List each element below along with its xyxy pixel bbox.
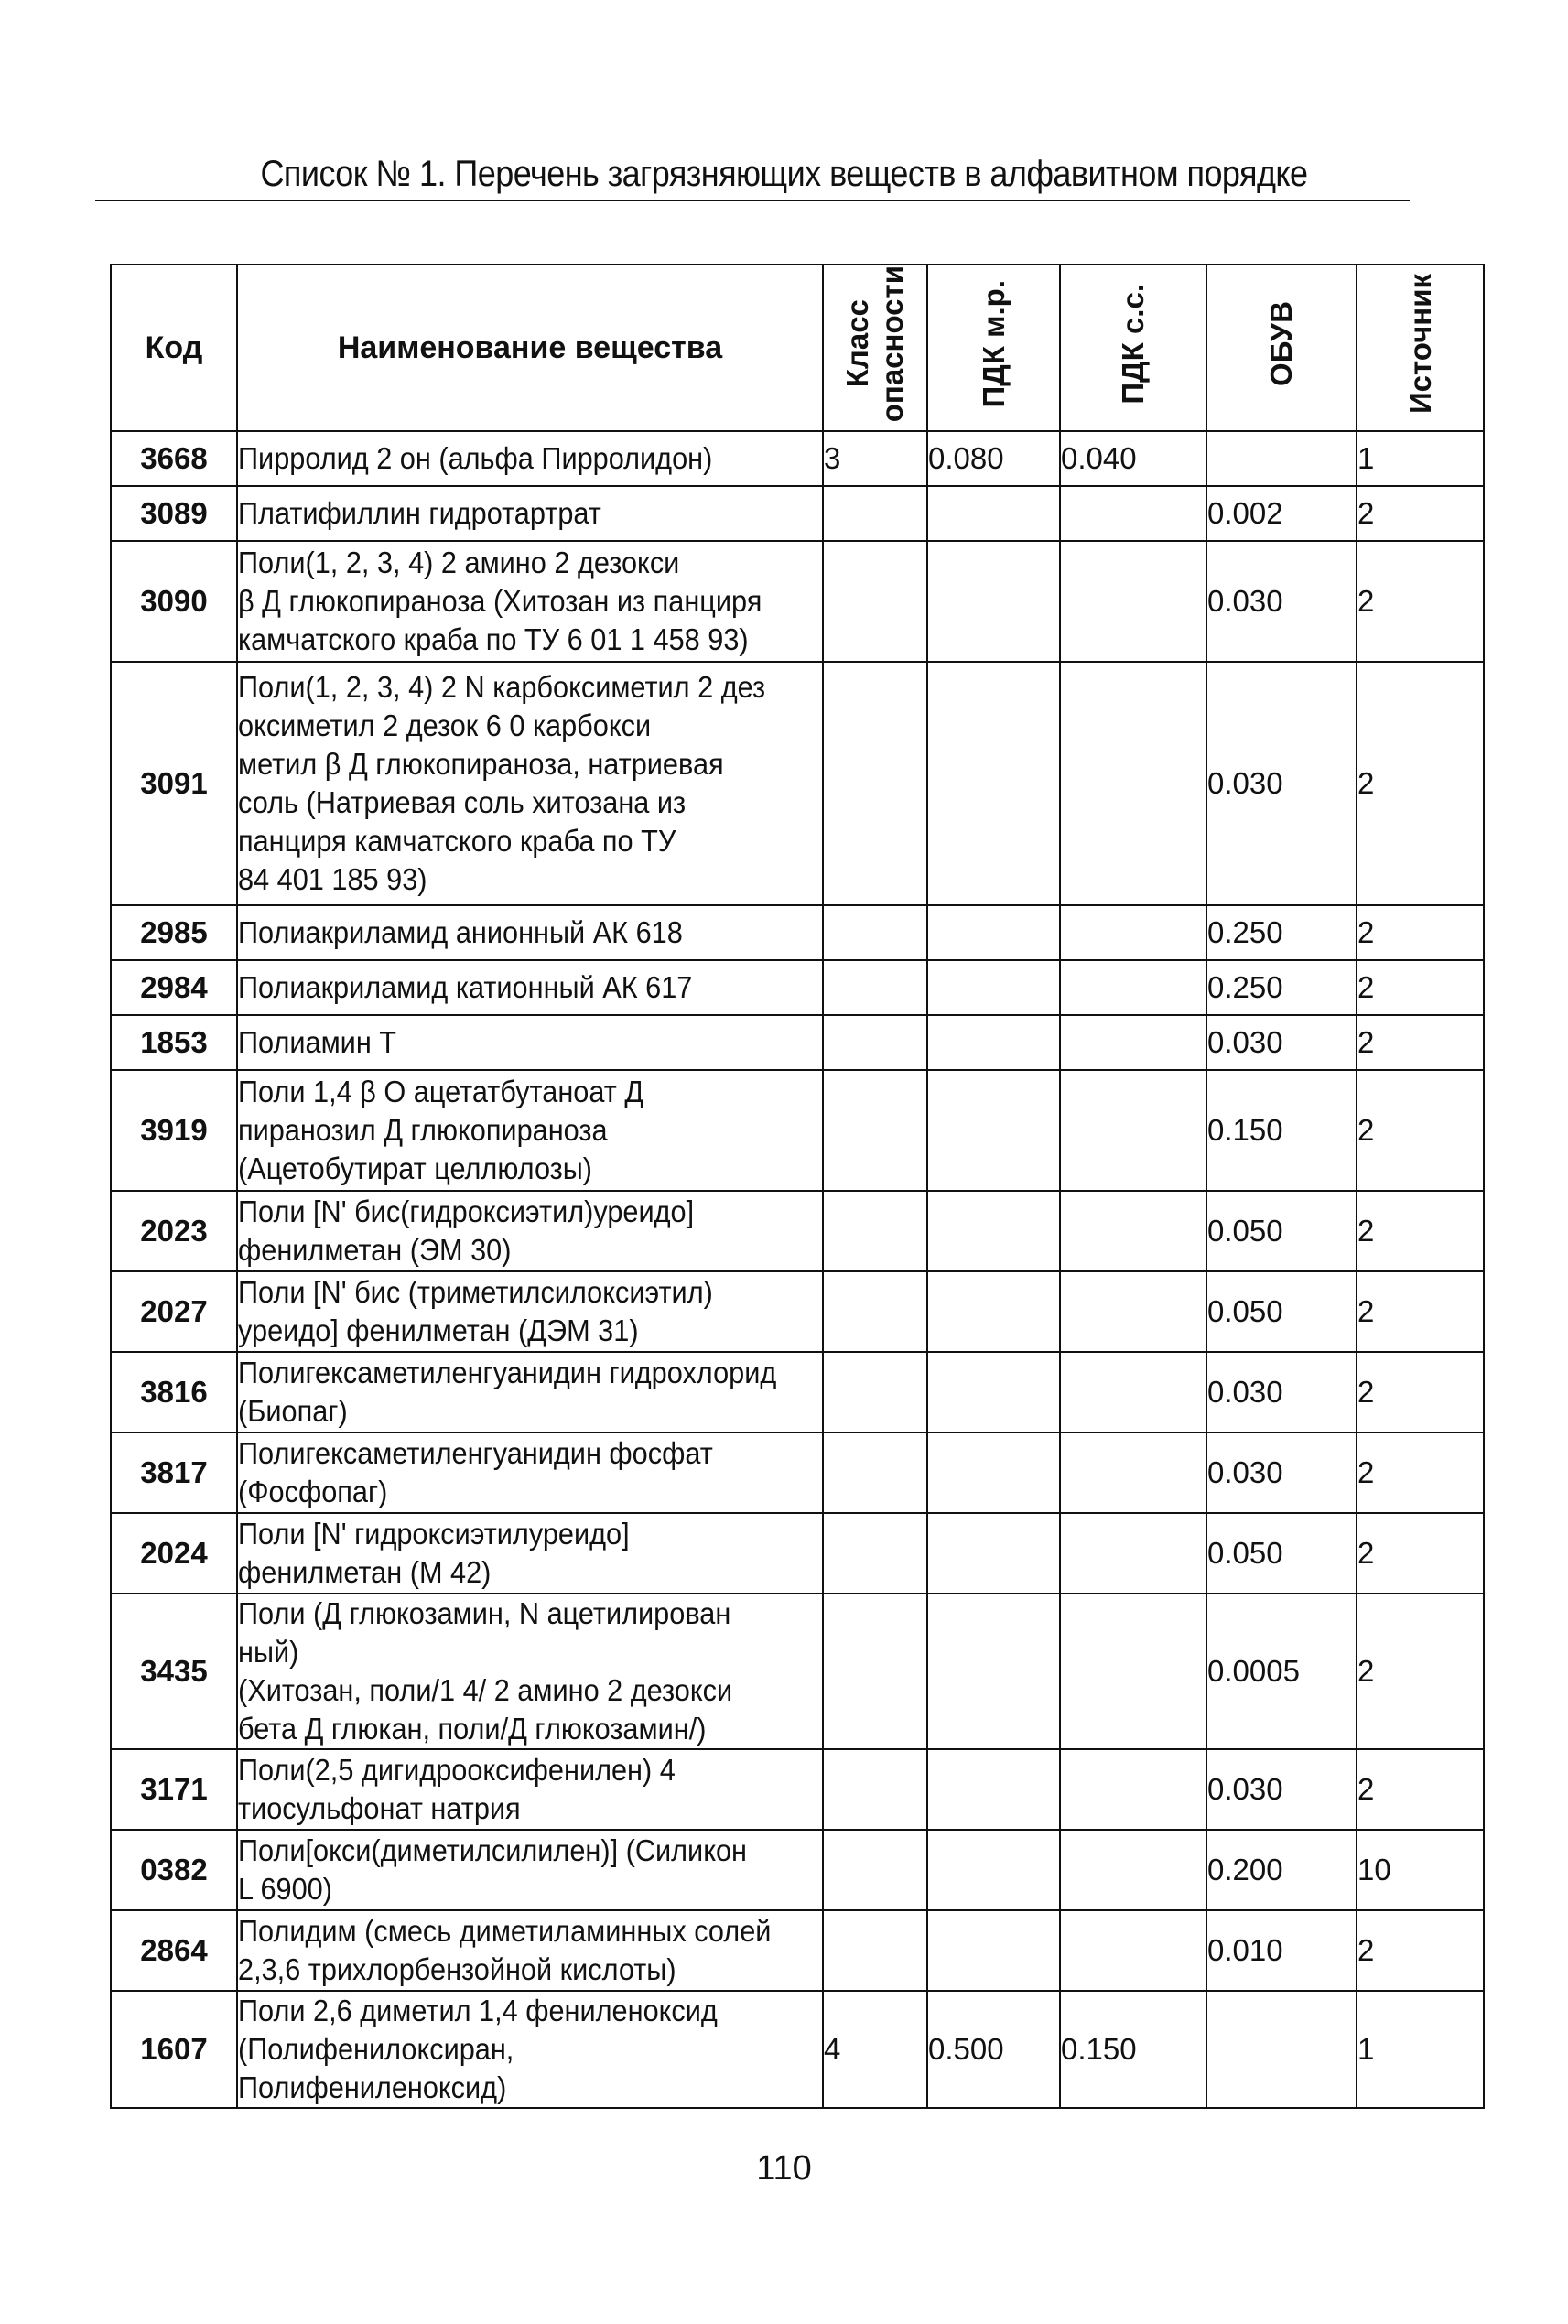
- cell-pdk-ss: [1060, 1432, 1206, 1513]
- cell-pdk-ss: [1060, 541, 1206, 662]
- table-row: [111, 1015, 1484, 1070]
- cell-pdk-mr: [927, 1271, 1060, 1352]
- cell-hazard-class: [823, 1432, 927, 1513]
- cell-source: [1357, 1830, 1484, 1910]
- cell-obuv: [1206, 1830, 1357, 1910]
- table-row: [111, 1594, 1484, 1749]
- cell-code: [111, 1749, 237, 1830]
- cell-name: [237, 960, 823, 1015]
- cell-code: [111, 1830, 237, 1910]
- column-header-source-label: Источник: [1402, 274, 1437, 415]
- cell-name-text: Поли [N' бис(гидроксиэтил)уреидо] фенилметан (ЭМ 30): [238, 1194, 695, 1268]
- cell-source-text: 2: [1357, 1113, 1375, 1148]
- cell-code-text: 3668: [140, 441, 208, 476]
- cell-hazard-class: [823, 541, 927, 662]
- cell-code: [111, 486, 237, 541]
- cell-hazard-class: [823, 1191, 927, 1271]
- cell-code: [111, 1432, 237, 1513]
- cell-name-text: Полигексаметиленгуанидин фосфат (Фосфопаг): [238, 1436, 713, 1509]
- cell-source-text: 2: [1357, 1025, 1375, 1060]
- cell-pdk-ss-text: 0.150: [1061, 2032, 1137, 2067]
- cell-obuv-text: 0.002: [1207, 496, 1283, 531]
- cell-hazard-class: [823, 1830, 927, 1910]
- cell-obuv-text: 0.010: [1207, 1933, 1283, 1968]
- cell-obuv: [1206, 1513, 1357, 1594]
- page-title: Список № 1. Перечень загрязняющих веществ в алфавитном порядке: [260, 154, 1308, 194]
- cell-code: [111, 1070, 237, 1191]
- cell-name: [237, 1910, 823, 1991]
- cell-source-text: 2: [1357, 1536, 1375, 1571]
- cell-pdk-ss: [1060, 1070, 1206, 1191]
- cell-obuv: [1206, 486, 1357, 541]
- cell-pdk-mr: [927, 1830, 1060, 1910]
- cell-obuv: [1206, 662, 1357, 905]
- cell-source: [1357, 1749, 1484, 1830]
- table-row: [111, 960, 1484, 1015]
- cell-pdk-ss: [1060, 1991, 1206, 2108]
- cell-obuv: [1206, 1191, 1357, 1271]
- cell-name-text: Поли (Д глюкозамин, N ацетилирован ный) (Хитозан, поли/1 4/ 2 амино 2 дезокси бета Д глюкан, поли/Д глюкозамин/): [238, 1596, 733, 1746]
- cell-pdk-mr: [927, 431, 1060, 486]
- column-header-hazard-class-label: Класс опасности: [840, 265, 909, 423]
- cell-pdk-ss: [1060, 1749, 1206, 1830]
- cell-source-text: 2: [1357, 1933, 1375, 1968]
- cell-code-text: 3816: [140, 1375, 208, 1410]
- cell-source-text: 10: [1357, 1853, 1391, 1887]
- column-header-obuv-label: ОБУВ: [1264, 301, 1298, 387]
- table-row: [111, 1352, 1484, 1432]
- cell-code: [111, 1910, 237, 1991]
- table-row: [111, 1513, 1484, 1594]
- cell-obuv-text: 0.030: [1207, 766, 1283, 801]
- cell-name-text: Полидим (смесь диметиламинных солей 2,3,6 трихлорбензойной кислоты): [238, 1914, 772, 1987]
- cell-hazard-class: [823, 1015, 927, 1070]
- cell-pdk-mr: [927, 1749, 1060, 1830]
- cell-obuv: [1206, 1271, 1357, 1352]
- cell-name-text: Поли(2,5 дигидрооксифенилен) 4 тиосульфонат натрия: [238, 1753, 676, 1826]
- table-row: [111, 1749, 1484, 1830]
- cell-source: [1357, 1070, 1484, 1191]
- table-row: [111, 905, 1484, 960]
- cell-pdk-mr: [927, 1910, 1060, 1991]
- cell-pdk-ss: [1060, 1271, 1206, 1352]
- cell-source-text: 2: [1357, 970, 1375, 1005]
- cell-obuv: [1206, 1749, 1357, 1830]
- cell-source: [1357, 1191, 1484, 1271]
- cell-obuv: [1206, 1070, 1357, 1191]
- cell-source: [1357, 1513, 1484, 1594]
- cell-obuv-text: 0.200: [1207, 1853, 1283, 1887]
- cell-pdk-ss-text: 0.040: [1061, 441, 1137, 476]
- cell-pdk-ss: [1060, 1594, 1206, 1749]
- cell-name-text: Полигексаметиленгуанидин гидрохлорид (Биопаг): [238, 1356, 777, 1429]
- cell-pdk-mr: [927, 905, 1060, 960]
- table-row: [111, 541, 1484, 662]
- table-row: [111, 1991, 1484, 2108]
- cell-hazard-class: [823, 960, 927, 1015]
- cell-name: [237, 1432, 823, 1513]
- table-row: [111, 1830, 1484, 1910]
- cell-hazard-class: [823, 1271, 927, 1352]
- cell-source-text: 2: [1357, 1214, 1375, 1248]
- cell-pdk-mr: [927, 486, 1060, 541]
- cell-hazard-class: [823, 662, 927, 905]
- cell-code-text: 0382: [140, 1853, 208, 1887]
- cell-code: [111, 1991, 237, 2108]
- cell-obuv-text: 0.030: [1207, 1455, 1283, 1490]
- page-number: 110: [756, 2149, 812, 2188]
- table-row: [111, 1070, 1484, 1191]
- cell-obuv: [1206, 541, 1357, 662]
- cell-obuv: [1206, 1594, 1357, 1749]
- cell-obuv-text: 0.150: [1207, 1113, 1283, 1148]
- cell-name: [237, 1830, 823, 1910]
- cell-code: [111, 1191, 237, 1271]
- cell-pdk-ss: [1060, 1830, 1206, 1910]
- cell-code-text: 3435: [140, 1654, 208, 1689]
- cell-obuv-text: 0.0005: [1207, 1654, 1300, 1689]
- cell-pdk-mr: [927, 541, 1060, 662]
- cell-name: [237, 1991, 823, 2108]
- cell-obuv: [1206, 960, 1357, 1015]
- cell-obuv-text: 0.250: [1207, 915, 1283, 950]
- cell-source: [1357, 486, 1484, 541]
- column-header-hazard-class: [823, 265, 927, 431]
- cell-pdk-mr-text: 0.500: [928, 2032, 1004, 2067]
- cell-source-text: 2: [1357, 1772, 1375, 1807]
- cell-source-text: 2: [1357, 915, 1375, 950]
- cell-code: [111, 541, 237, 662]
- cell-obuv: [1206, 1432, 1357, 1513]
- cell-name-text: Платифиллин гидротартрат: [238, 496, 601, 531]
- cell-pdk-mr: [927, 1991, 1060, 2108]
- substances-table: [110, 264, 1485, 2109]
- cell-hazard-class: [823, 1513, 927, 1594]
- cell-obuv: [1206, 1352, 1357, 1432]
- cell-obuv-text: 0.030: [1207, 1375, 1283, 1410]
- cell-source: [1357, 905, 1484, 960]
- column-header-obuv: [1206, 265, 1357, 431]
- cell-hazard-class: [823, 1070, 927, 1191]
- cell-name: [237, 1271, 823, 1352]
- cell-hazard-class: [823, 1352, 927, 1432]
- cell-code: [111, 662, 237, 905]
- cell-obuv-text: 0.050: [1207, 1294, 1283, 1329]
- cell-code-text: 3089: [140, 496, 208, 531]
- cell-code: [111, 1594, 237, 1749]
- cell-name: [237, 541, 823, 662]
- cell-code: [111, 1271, 237, 1352]
- cell-obuv-text: 0.050: [1207, 1214, 1283, 1248]
- cell-source-text: 1: [1357, 441, 1375, 476]
- cell-pdk-ss: [1060, 486, 1206, 541]
- cell-name: [237, 486, 823, 541]
- table-row: [111, 1191, 1484, 1271]
- cell-name-text: Пирролид 2 он (альфа Пирролидон): [238, 441, 713, 476]
- cell-source: [1357, 960, 1484, 1015]
- column-header-pdk-ss: [1060, 265, 1206, 431]
- table-row: [111, 1432, 1484, 1513]
- cell-pdk-ss: [1060, 1513, 1206, 1594]
- column-header-pdk-mr-label: ПДК м.р.: [976, 279, 1011, 408]
- cell-obuv: [1206, 1991, 1357, 2108]
- header-divider: [95, 200, 1410, 201]
- cell-pdk-mr: [927, 1352, 1060, 1432]
- cell-code: [111, 1015, 237, 1070]
- cell-obuv-text: 0.030: [1207, 584, 1283, 619]
- cell-name-text: Поли 2,6 диметил 1,4 фениленоксид (Полифенилоксиран, Полифениленоксид): [238, 1994, 718, 2105]
- cell-name-text: Поли(1, 2, 3, 4) 2 амино 2 дезокси β Д глюкопираноза (Хитозан из панциря камчатского краба по ТУ 6 01 1 458 93): [238, 546, 762, 657]
- cell-source-text: 2: [1357, 1455, 1375, 1490]
- cell-pdk-mr: [927, 1513, 1060, 1594]
- cell-source: [1357, 1352, 1484, 1432]
- cell-name: [237, 662, 823, 905]
- cell-name-text: Поли(1, 2, 3, 4) 2 N карбоксиметил 2 дез оксиметил 2 дезок 6 0 карбокси метил β Д глюкопираноза, натриевая соль (Натриевая соль хитозана из панциря камчатского краба по ТУ 84 401 185 93): [238, 670, 766, 897]
- column-header-name: Наименование вещества: [237, 265, 823, 431]
- cell-pdk-mr-text: 0.080: [928, 441, 1004, 476]
- cell-name: [237, 905, 823, 960]
- cell-name: [237, 1352, 823, 1432]
- cell-pdk-ss: [1060, 1910, 1206, 1991]
- cell-source: [1357, 541, 1484, 662]
- cell-source: [1357, 1910, 1484, 1991]
- cell-code-text: 3171: [140, 1772, 208, 1807]
- cell-code-text: 2984: [140, 970, 208, 1005]
- cell-code-text: 3090: [140, 584, 208, 619]
- cell-source: [1357, 1432, 1484, 1513]
- cell-pdk-mr: [927, 662, 1060, 905]
- cell-pdk-ss: [1060, 960, 1206, 1015]
- cell-source-text: 2: [1357, 584, 1375, 619]
- column-header-pdk-ss-label: ПДК с.с.: [1116, 283, 1150, 405]
- table-row: [111, 486, 1484, 541]
- table-row: [111, 662, 1484, 905]
- cell-name-text: Поли [N' гидроксиэтилуреидо] фенилметан (М 42): [238, 1517, 630, 1590]
- cell-source-text: 2: [1357, 1375, 1375, 1410]
- column-header-code: Код: [111, 265, 237, 431]
- cell-name-text: Поли 1,4 β О ацетатбутаноат Д пиранозил Д глюкопираноза (Ацетобутират целлюлозы): [238, 1075, 644, 1186]
- cell-obuv: [1206, 431, 1357, 486]
- cell-pdk-ss: [1060, 431, 1206, 486]
- cell-pdk-mr: [927, 1015, 1060, 1070]
- cell-name-text: Полиакриламид катионный АК 617: [238, 970, 693, 1005]
- cell-source-text: 2: [1357, 496, 1375, 531]
- cell-code: [111, 960, 237, 1015]
- cell-hazard-class: [823, 431, 927, 486]
- cell-source-text: 2: [1357, 1654, 1375, 1689]
- cell-code-text: 2024: [140, 1536, 208, 1571]
- cell-source: [1357, 1991, 1484, 2108]
- cell-hazard-class: [823, 1991, 927, 2108]
- cell-hazard-class-text: 4: [824, 2032, 841, 2067]
- cell-hazard-class-text: 3: [824, 441, 841, 476]
- cell-name: [237, 1594, 823, 1749]
- cell-obuv: [1206, 1910, 1357, 1991]
- cell-pdk-ss: [1060, 1015, 1206, 1070]
- cell-code: [111, 1352, 237, 1432]
- cell-code-text: 3919: [140, 1113, 208, 1148]
- cell-code-text: 1607: [140, 2032, 208, 2067]
- table-header-row: [111, 265, 1484, 431]
- cell-pdk-mr: [927, 1432, 1060, 1513]
- cell-pdk-ss: [1060, 1191, 1206, 1271]
- cell-obuv-text: 0.030: [1207, 1772, 1283, 1807]
- cell-name-text: Полиакриламид анионный АК 618: [238, 915, 683, 950]
- cell-name-text: Поли [N' бис (триметилсилоксиэтил) уреидо] фенилметан (ДЭМ 31): [238, 1275, 713, 1348]
- table-row: [111, 1910, 1484, 1991]
- cell-pdk-mr: [927, 960, 1060, 1015]
- column-header-pdk-mr: [927, 265, 1060, 431]
- cell-hazard-class: [823, 486, 927, 541]
- cell-pdk-mr: [927, 1191, 1060, 1271]
- cell-hazard-class: [823, 1749, 927, 1830]
- cell-hazard-class: [823, 905, 927, 960]
- table-row: [111, 1271, 1484, 1352]
- cell-code: [111, 905, 237, 960]
- cell-code-text: 2027: [140, 1294, 208, 1329]
- table-row: [111, 431, 1484, 486]
- cell-code-text: 3817: [140, 1455, 208, 1490]
- cell-name: [237, 1191, 823, 1271]
- cell-code: [111, 431, 237, 486]
- cell-pdk-ss: [1060, 662, 1206, 905]
- cell-name: [237, 1513, 823, 1594]
- cell-name: [237, 431, 823, 486]
- cell-code-text: 2864: [140, 1933, 208, 1968]
- cell-obuv: [1206, 1015, 1357, 1070]
- cell-obuv: [1206, 905, 1357, 960]
- cell-source-text: 2: [1357, 766, 1375, 801]
- cell-pdk-ss: [1060, 1352, 1206, 1432]
- cell-hazard-class: [823, 1594, 927, 1749]
- cell-name: [237, 1070, 823, 1191]
- cell-code-text: 2985: [140, 915, 208, 950]
- cell-source: [1357, 662, 1484, 905]
- cell-obuv-text: 0.050: [1207, 1536, 1283, 1571]
- cell-source: [1357, 1015, 1484, 1070]
- cell-pdk-ss: [1060, 905, 1206, 960]
- cell-source: [1357, 1594, 1484, 1749]
- cell-source-text: 1: [1357, 2032, 1375, 2067]
- cell-code-text: 1853: [140, 1025, 208, 1060]
- cell-source: [1357, 1271, 1484, 1352]
- cell-source: [1357, 431, 1484, 486]
- cell-name-text: Поли[окси(диметилсилилен)] (Силикон L 6900): [238, 1833, 747, 1907]
- cell-source-text: 2: [1357, 1294, 1375, 1329]
- cell-name: [237, 1749, 823, 1830]
- cell-obuv-text: 0.030: [1207, 1025, 1283, 1060]
- table-body: [111, 431, 1484, 2108]
- cell-pdk-mr: [927, 1070, 1060, 1191]
- cell-pdk-mr: [927, 1594, 1060, 1749]
- column-header-source: [1357, 265, 1484, 431]
- cell-obuv-text: 0.250: [1207, 970, 1283, 1005]
- cell-name-text: Полиамин Т: [238, 1025, 397, 1060]
- cell-code-text: 2023: [140, 1214, 208, 1248]
- cell-name: [237, 1015, 823, 1070]
- cell-hazard-class: [823, 1910, 927, 1991]
- cell-code-text: 3091: [140, 766, 208, 801]
- cell-code: [111, 1513, 237, 1594]
